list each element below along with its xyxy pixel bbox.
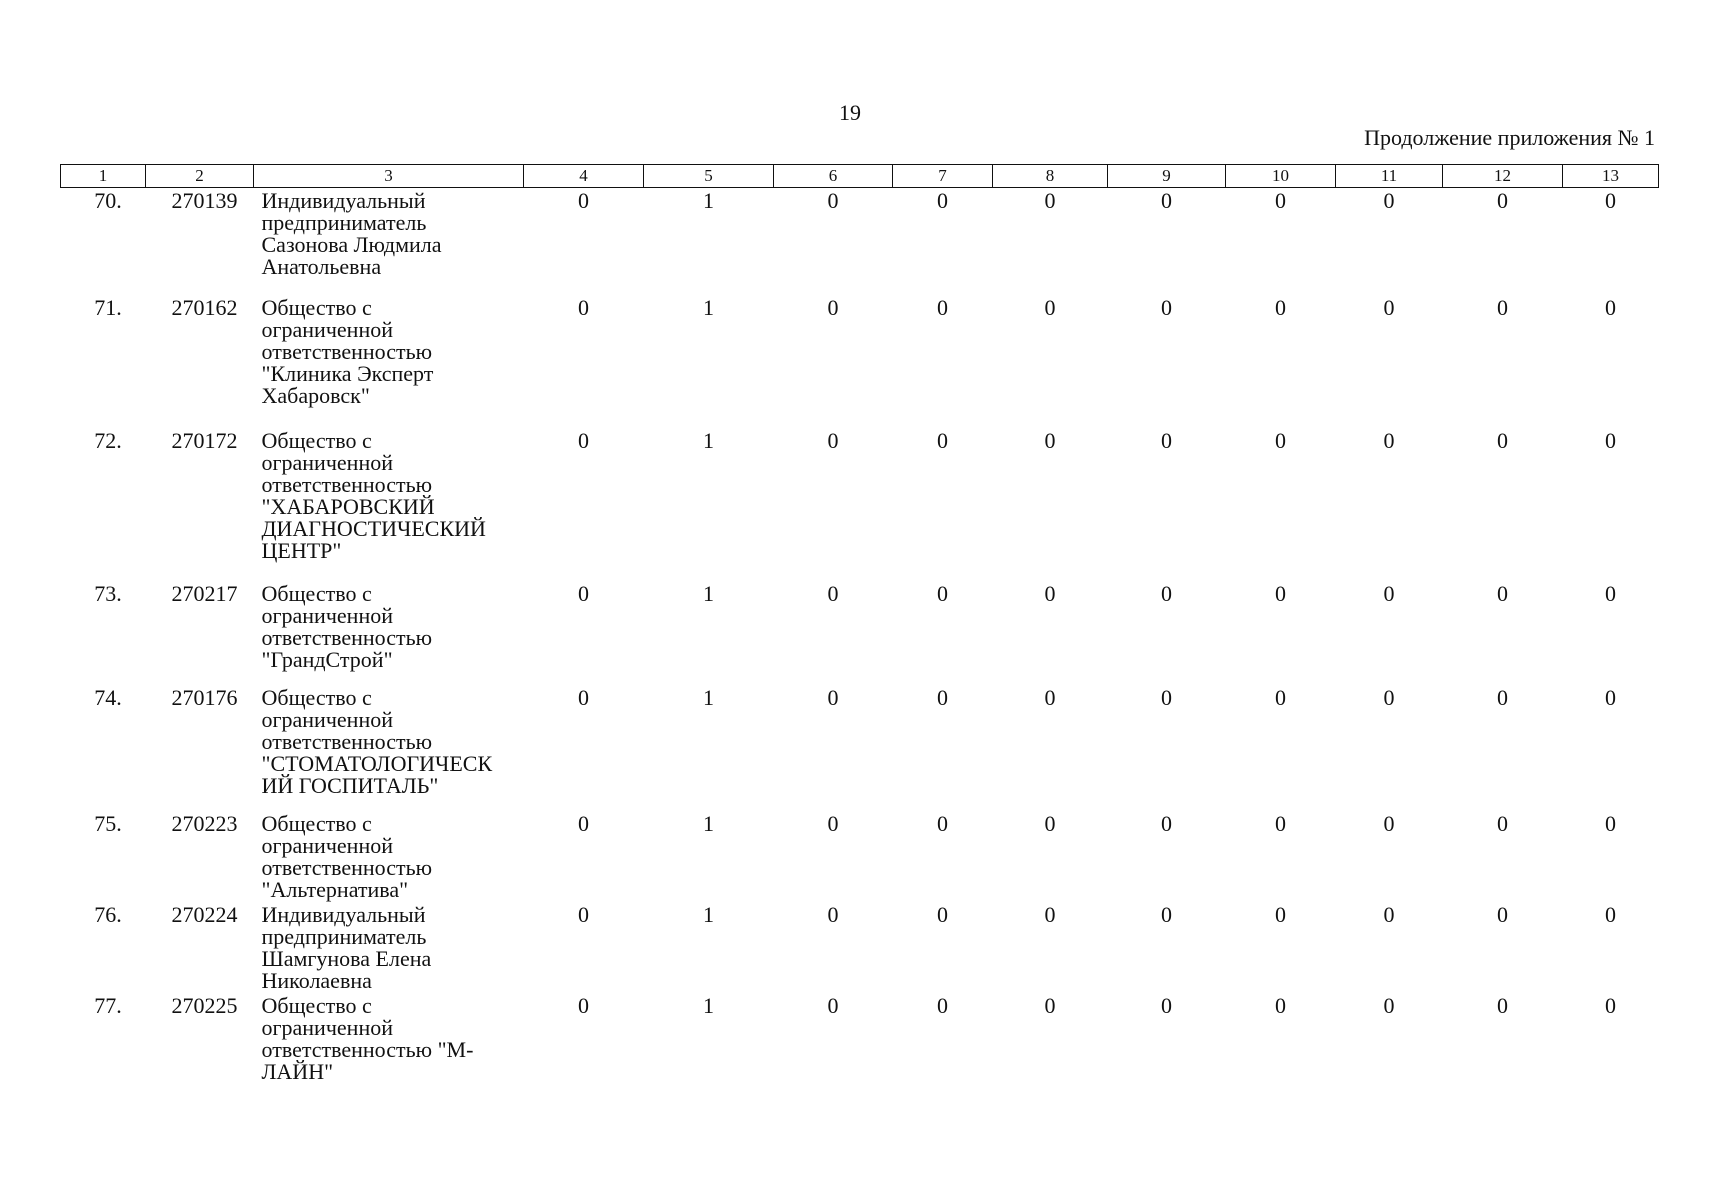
value-cell-col-8: 0 bbox=[1044, 428, 1056, 453]
value-cell-col-11: 0 bbox=[1383, 428, 1395, 453]
organization-name bbox=[254, 902, 524, 993]
value-cell-col-7: 0 bbox=[937, 685, 948, 710]
organization-name-line: ограниченной bbox=[261, 603, 393, 628]
organization-name-line: ЦЕНТР" bbox=[261, 538, 342, 563]
row-number: 72. bbox=[94, 428, 122, 453]
table-row bbox=[61, 811, 1659, 902]
column-header: 4 bbox=[524, 165, 644, 188]
value-cell-col-4: 0 bbox=[578, 685, 589, 710]
value-cell-col-4: 0 bbox=[578, 993, 589, 1018]
organization-name-line: Шамгунова Елена bbox=[261, 946, 432, 971]
column-header: 9 bbox=[1108, 165, 1226, 188]
table-row bbox=[61, 295, 1659, 428]
value-cell-col-8: 0 bbox=[1044, 993, 1056, 1018]
value-cell-col-12: 0 bbox=[1497, 685, 1508, 710]
table-row bbox=[61, 685, 1659, 811]
organization-name-line: Общество с bbox=[261, 428, 372, 453]
organization-name-line: Общество с bbox=[261, 685, 372, 710]
row-number: 76. bbox=[94, 902, 122, 927]
value-cell-col-11: 0 bbox=[1383, 295, 1395, 320]
value-cell-col-4: 0 bbox=[578, 811, 589, 836]
table-row bbox=[61, 581, 1659, 685]
value-cell-col-12: 0 bbox=[1497, 428, 1508, 453]
organization-name-line: Сазонова Людмила bbox=[261, 232, 442, 257]
value-cell-col-4: 0 bbox=[578, 581, 589, 606]
value-cell-col-11: 0 bbox=[1383, 811, 1395, 836]
value-cell-col-6: 0 bbox=[827, 811, 839, 836]
value-cell-col-13: 0 bbox=[1605, 188, 1616, 213]
value-cell-col-8: 0 bbox=[1044, 188, 1056, 213]
table-row bbox=[61, 428, 1659, 581]
value-cell-col-8: 0 bbox=[1044, 295, 1056, 320]
value-cell-col-13: 0 bbox=[1605, 428, 1616, 453]
value-cell-col-9: 0 bbox=[1161, 811, 1172, 836]
organization-name-line: "СТОМАТОЛОГИЧЕСК bbox=[261, 751, 493, 776]
row-number: 74. bbox=[94, 685, 122, 710]
value-cell-col-9: 0 bbox=[1161, 581, 1172, 606]
row-number: 75. bbox=[94, 811, 122, 836]
row-number: 71. bbox=[94, 295, 122, 320]
value-cell-col-10: 0 bbox=[1275, 685, 1286, 710]
organization-name-line: ответственностью bbox=[261, 729, 433, 754]
column-header: 1 bbox=[61, 165, 146, 188]
organization-name-line: ограниченной bbox=[261, 1015, 393, 1040]
organization-name-line: ответственностью bbox=[261, 855, 433, 880]
registry-code: 270172 bbox=[171, 428, 238, 453]
value-cell-col-8: 0 bbox=[1044, 581, 1056, 606]
data-table bbox=[60, 164, 1659, 1085]
organization-name-line: Индивидуальный bbox=[261, 188, 426, 213]
value-cell-col-5: 1 bbox=[703, 811, 714, 836]
value-cell-col-8: 0 bbox=[1044, 902, 1056, 927]
value-cell-col-6: 0 bbox=[827, 685, 839, 710]
value-cell-col-6: 0 bbox=[827, 581, 839, 606]
value-cell-col-12: 0 bbox=[1497, 993, 1508, 1018]
table-row bbox=[61, 993, 1659, 1085]
value-cell-col-4: 0 bbox=[578, 428, 589, 453]
organization-name-line: ограниченной bbox=[261, 317, 393, 342]
value-cell-col-4: 0 bbox=[578, 295, 589, 320]
organization-name-line: Общество с bbox=[261, 581, 372, 606]
organization-name-line: Николаевна bbox=[261, 968, 372, 993]
organization-name-line: "Альтернатива" bbox=[261, 877, 409, 902]
value-cell-col-5: 1 bbox=[703, 428, 714, 453]
value-cell-col-5: 1 bbox=[703, 188, 714, 213]
value-cell-col-7: 0 bbox=[937, 295, 948, 320]
value-cell-col-6: 0 bbox=[827, 428, 839, 453]
column-header: 8 bbox=[993, 165, 1108, 188]
organization-name bbox=[254, 993, 524, 1085]
value-cell-col-10: 0 bbox=[1275, 902, 1286, 927]
value-cell-col-9: 0 bbox=[1161, 428, 1172, 453]
organization-name-line: "Клиника Эксперт bbox=[261, 361, 434, 386]
value-cell-col-7: 0 bbox=[937, 428, 948, 453]
organization-name-line: ответственностью bbox=[261, 472, 433, 497]
column-header: 11 bbox=[1336, 165, 1443, 188]
organization-name-line: Общество с bbox=[261, 295, 372, 320]
organization-name-line: предприниматель bbox=[261, 924, 427, 949]
organization-name-line: Общество с bbox=[261, 811, 372, 836]
organization-name-line: ДИАГНОСТИЧЕСКИЙ bbox=[261, 516, 486, 541]
value-cell-col-6: 0 bbox=[827, 188, 839, 213]
column-header: 3 bbox=[254, 165, 524, 188]
value-cell-col-4: 0 bbox=[578, 188, 589, 213]
organization-name-line: Анатольевна bbox=[261, 254, 382, 279]
registry-code: 270176 bbox=[171, 685, 238, 710]
organization-name bbox=[254, 188, 524, 296]
value-cell-col-13: 0 bbox=[1605, 811, 1616, 836]
value-cell-col-10: 0 bbox=[1275, 993, 1286, 1018]
table-row bbox=[61, 902, 1659, 993]
value-cell-col-5: 1 bbox=[703, 993, 714, 1018]
value-cell-col-10: 0 bbox=[1275, 188, 1286, 213]
value-cell-col-12: 0 bbox=[1497, 902, 1508, 927]
organization-name-line: Хабаровск" bbox=[261, 383, 370, 408]
organization-name-line: ответственностью bbox=[261, 339, 433, 364]
value-cell-col-8: 0 bbox=[1044, 811, 1056, 836]
value-cell-col-5: 1 bbox=[703, 581, 714, 606]
value-cell-col-6: 0 bbox=[827, 295, 839, 320]
column-header: 7 bbox=[893, 165, 993, 188]
organization-name-line: ответственностью bbox=[261, 625, 433, 650]
row-number: 77. bbox=[94, 993, 122, 1018]
row-number: 70. bbox=[94, 188, 122, 213]
registry-code: 270217 bbox=[171, 581, 238, 606]
value-cell-col-13: 0 bbox=[1605, 902, 1616, 927]
value-cell-col-10: 0 bbox=[1275, 428, 1286, 453]
organization-name bbox=[254, 428, 524, 581]
registry-code: 270162 bbox=[171, 295, 238, 320]
value-cell-col-7: 0 bbox=[937, 188, 948, 213]
value-cell-col-12: 0 bbox=[1497, 811, 1508, 836]
registry-code: 270225 bbox=[171, 993, 238, 1018]
header-row bbox=[61, 165, 1659, 188]
value-cell-col-9: 0 bbox=[1161, 295, 1172, 320]
value-cell-col-6: 0 bbox=[827, 993, 839, 1018]
column-header: 5 bbox=[644, 165, 774, 188]
value-cell-col-13: 0 bbox=[1605, 295, 1616, 320]
organization-name bbox=[254, 295, 524, 428]
value-cell-col-7: 0 bbox=[937, 902, 948, 927]
value-cell-col-7: 0 bbox=[937, 581, 948, 606]
value-cell-col-9: 0 bbox=[1161, 902, 1172, 927]
organization-name-line: ограниченной bbox=[261, 833, 393, 858]
value-cell-col-5: 1 bbox=[703, 902, 714, 927]
page-number: 19 bbox=[839, 100, 861, 125]
table-body bbox=[61, 188, 1659, 1086]
value-cell-col-13: 0 bbox=[1605, 685, 1616, 710]
value-cell-col-11: 0 bbox=[1383, 902, 1395, 927]
value-cell-col-5: 1 bbox=[703, 295, 714, 320]
value-cell-col-12: 0 bbox=[1497, 188, 1508, 213]
organization-name bbox=[254, 685, 524, 811]
organization-name-line: предприниматель bbox=[261, 210, 427, 235]
column-header: 13 bbox=[1563, 165, 1659, 188]
organization-name-line: ЛАЙН" bbox=[261, 1059, 334, 1084]
value-cell-col-13: 0 bbox=[1605, 993, 1616, 1018]
value-cell-col-10: 0 bbox=[1275, 295, 1286, 320]
value-cell-col-7: 0 bbox=[937, 811, 948, 836]
value-cell-col-7: 0 bbox=[937, 993, 948, 1018]
registry-code: 270139 bbox=[171, 188, 238, 213]
organization-name-line: Индивидуальный bbox=[261, 902, 426, 927]
value-cell-col-5: 1 bbox=[703, 685, 714, 710]
value-cell-col-11: 0 bbox=[1383, 581, 1395, 606]
column-header: 10 bbox=[1226, 165, 1336, 188]
continuation-label: Продолжение приложения № 1 bbox=[1364, 125, 1655, 150]
value-cell-col-13: 0 bbox=[1605, 581, 1616, 606]
registry-code: 270223 bbox=[171, 811, 238, 836]
value-cell-col-9: 0 bbox=[1161, 685, 1172, 710]
organization-name-line: ограниченной bbox=[261, 707, 393, 732]
value-cell-col-9: 0 bbox=[1161, 188, 1172, 213]
organization-name-line: Общество с bbox=[261, 993, 372, 1018]
organization-name-line: ограниченной bbox=[261, 450, 393, 475]
value-cell-col-9: 0 bbox=[1161, 993, 1172, 1018]
value-cell-col-8: 0 bbox=[1044, 685, 1056, 710]
organization-name-line: "ХАБАРОВСКИЙ bbox=[261, 494, 435, 519]
registry-code: 270224 bbox=[171, 902, 238, 927]
organization-name bbox=[254, 581, 524, 685]
value-cell-col-4: 0 bbox=[578, 902, 589, 927]
organization-name-line: ИЙ ГОСПИТАЛЬ" bbox=[261, 773, 439, 798]
value-cell-col-11: 0 bbox=[1383, 993, 1395, 1018]
organization-name-line: "ГрандСтрой" bbox=[261, 647, 393, 672]
organization-name bbox=[254, 811, 524, 902]
value-cell-col-12: 0 bbox=[1497, 581, 1508, 606]
value-cell-col-6: 0 bbox=[827, 902, 839, 927]
value-cell-col-12: 0 bbox=[1497, 295, 1508, 320]
column-header: 2 bbox=[146, 165, 254, 188]
value-cell-col-11: 0 bbox=[1383, 188, 1395, 213]
column-header: 6 bbox=[774, 165, 893, 188]
table-row bbox=[61, 188, 1659, 296]
value-cell-col-11: 0 bbox=[1383, 685, 1395, 710]
value-cell-col-10: 0 bbox=[1275, 811, 1286, 836]
column-header: 12 bbox=[1443, 165, 1563, 188]
row-number: 73. bbox=[94, 581, 122, 606]
organization-name-line: ответственностью "М- bbox=[261, 1037, 474, 1062]
value-cell-col-10: 0 bbox=[1275, 581, 1286, 606]
